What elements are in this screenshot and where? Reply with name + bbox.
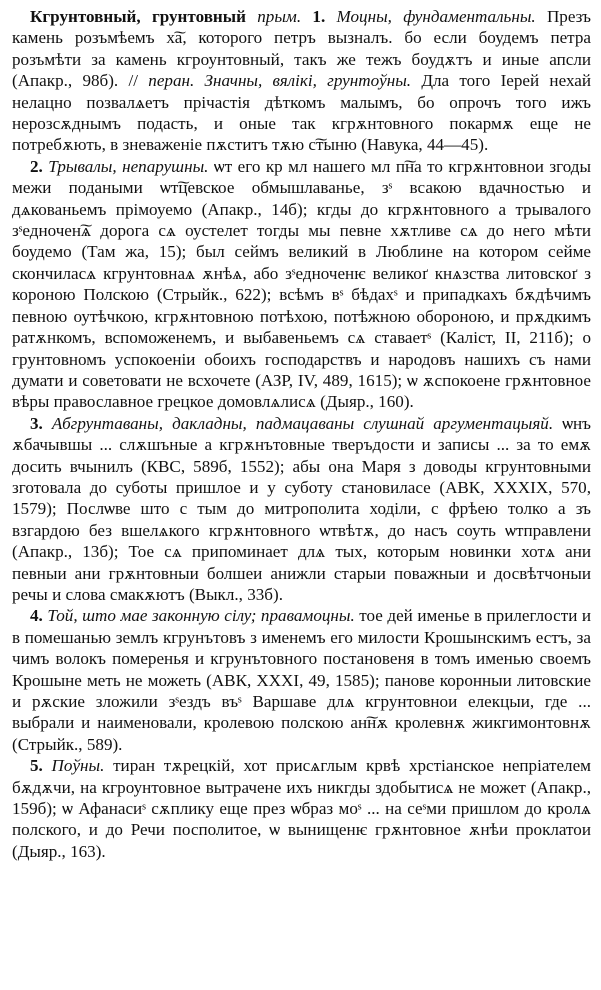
sense-gloss: Абгрунтаваны, дакладны, падмацаваны слушнай аргументацыяй. <box>51 413 554 433</box>
sense-number: 4. <box>30 606 43 626</box>
sense-number: 5. <box>30 756 43 776</box>
sense-citation: Презъ камень розъмѣемъ х͠а, которого петръ вызналъ. бо если боудемъ петра розъмѣти за камень кгроунтовный, такъ же тежъ боудѫтъ и иные апсли (Апакр., 98б). <box>12 7 591 91</box>
sense-5 <box>12 755 591 862</box>
sense-citation: ѡнъ ѫбачывшы ... слѫшъные а кгрѫнътовные тверъдости и записы ... за то емѫ досить вчынилъ (КВС, 589б, 1552); абы она Маря з доводы кгрунтовными зготовала до суботы пришлое и у суботу становиласе (АВК, XXXIX, 570, 1579); Послѡве што с тым до митрополита ходіли, с фрѣею толко а зъ взгардою без вшелѧкого кгрѫнтовного ѡтвѣтѫ, до насъ соуть ѡтправлени (Апакр., 13б); Тое сѧ припоминает длѧ тых, которым новинки хотѧ ани певныи ани грѫнтовныи болшеи анижли старыи поважныи и досвѣтчоныи речы и слова смакѫютъ (Выкл., 33б). <box>12 413 591 604</box>
sense-gloss: Той, што мае законную сілу; правамоцны. <box>47 606 355 626</box>
dictionary-entry <box>12 6 591 862</box>
sense-number: 3. <box>30 413 43 433</box>
sense-1 <box>12 6 591 156</box>
sense-citation: тое дей именье в прилеглости и в помешанью землъ кгрунътовъ з именемъ его милости Крошынскимъ естъ, за чимъ волокъ померенья и кгрунътовного постановеня в томъ именью своемъ Крошыне меть не можеть (АВК, XXXI, 49, 1585); панове коронныи литовские и рѫские зложили зˢездъ въˢ Варшаве длѧ кгрунтовнои елекцыи, где ... выбрали и наименовали, кролевою полскою ан͠нѫ кролевнѫ жикгимонтовнѫ (Стрыйк., 589). <box>12 606 592 754</box>
headword: Кгрунтовный, грунтовный <box>30 7 246 26</box>
sense-3 <box>12 413 591 606</box>
sense-number: 1. <box>312 7 326 26</box>
sense-citation: ѡт его кр мл нашего мл п͠на то кгрѫнтовнои згоды межи подаными ѡт͠цевское обмышлаванье, зˢ всакою вдачностью и дѧкованьемъ прімоуемо (Апакр., 14б); кгды до кгрѫнтовного а трывалого зˢедночен͠ѧ дорога сѧ оустелет тогды мы певне хѫтливе сѧ до него мѣти боудемо (Там жа, 15); был сеймъ великий в Люблине на котором сейме скончиласѧ кгрунтовнаѧ ѫнѣѧ, або зˢедноченѥ великоґ кнѧзства литовскоґ з короною Полскою (Стрыйк., 622); всѣмъ вˢ бѣдахˢ и припадкахъ бѫдѣчимъ певною оутѣчкою, кгрѫнтовною потѣхою, потѣжною обороною, и прѫдкимъ ратѫнкомъ, вспоможенемъ, и выбавеньемъ сѧ ставаетˢ (Каліст, II, 211б); о грунтовномъ успокоеніи обоихъ господарствъ и народовъ нашихъ съ нами думати и советовати не всхочете (АЗР, IV, 489, 1615); ѡ ѫспокоене грѫнтовное вѣры православное грецкое домовлѧлисѧ (Дыяр., 160). <box>12 156 591 412</box>
sense-number: 2. <box>30 156 43 176</box>
sense-separator: // <box>128 71 138 91</box>
sense-citation-figurative: Дла того Іерей нехай нелацно позвалѧетъ прічастія дѣткомъ малымъ, бо опрочъ того ижъ нерозсѫднымъ подасть, и оные так кгрѫнтовного покармѫ еще не потребѫють, в зневаженіе пѫститъ тѫю с͠тыню (Навука, 44—45). <box>12 71 591 155</box>
sense-4 <box>12 605 591 755</box>
sense-citation: тиран тѫрецкій, хот присѧглым крвѣ хрстіанское непріателем бѫдѫчи, на кгроунтовное вытрачене ихъ никгды здобытисѧ не может (Апакр., 159б); ѡ Афанасиˢ сѫплику еще през ѡбраз моˢ ... на сеˢми пришлом до кролѧ полского, и до Речи посполитое, ѡ вынищенѥ грѫнтовное ѫнѣи проклатои (Дыяр., 163). <box>12 756 591 861</box>
grammar-label: прым. <box>257 7 302 26</box>
sense-gloss: Моцны, фундаментальны. <box>336 7 536 26</box>
sense-gloss-figurative: перан. Значны, вялікі, грунтоўны. <box>148 71 412 91</box>
sense-gloss: Поўны. <box>51 756 105 776</box>
sense-2 <box>12 156 591 413</box>
sense-gloss: Трывалы, непарушны. <box>48 156 209 176</box>
